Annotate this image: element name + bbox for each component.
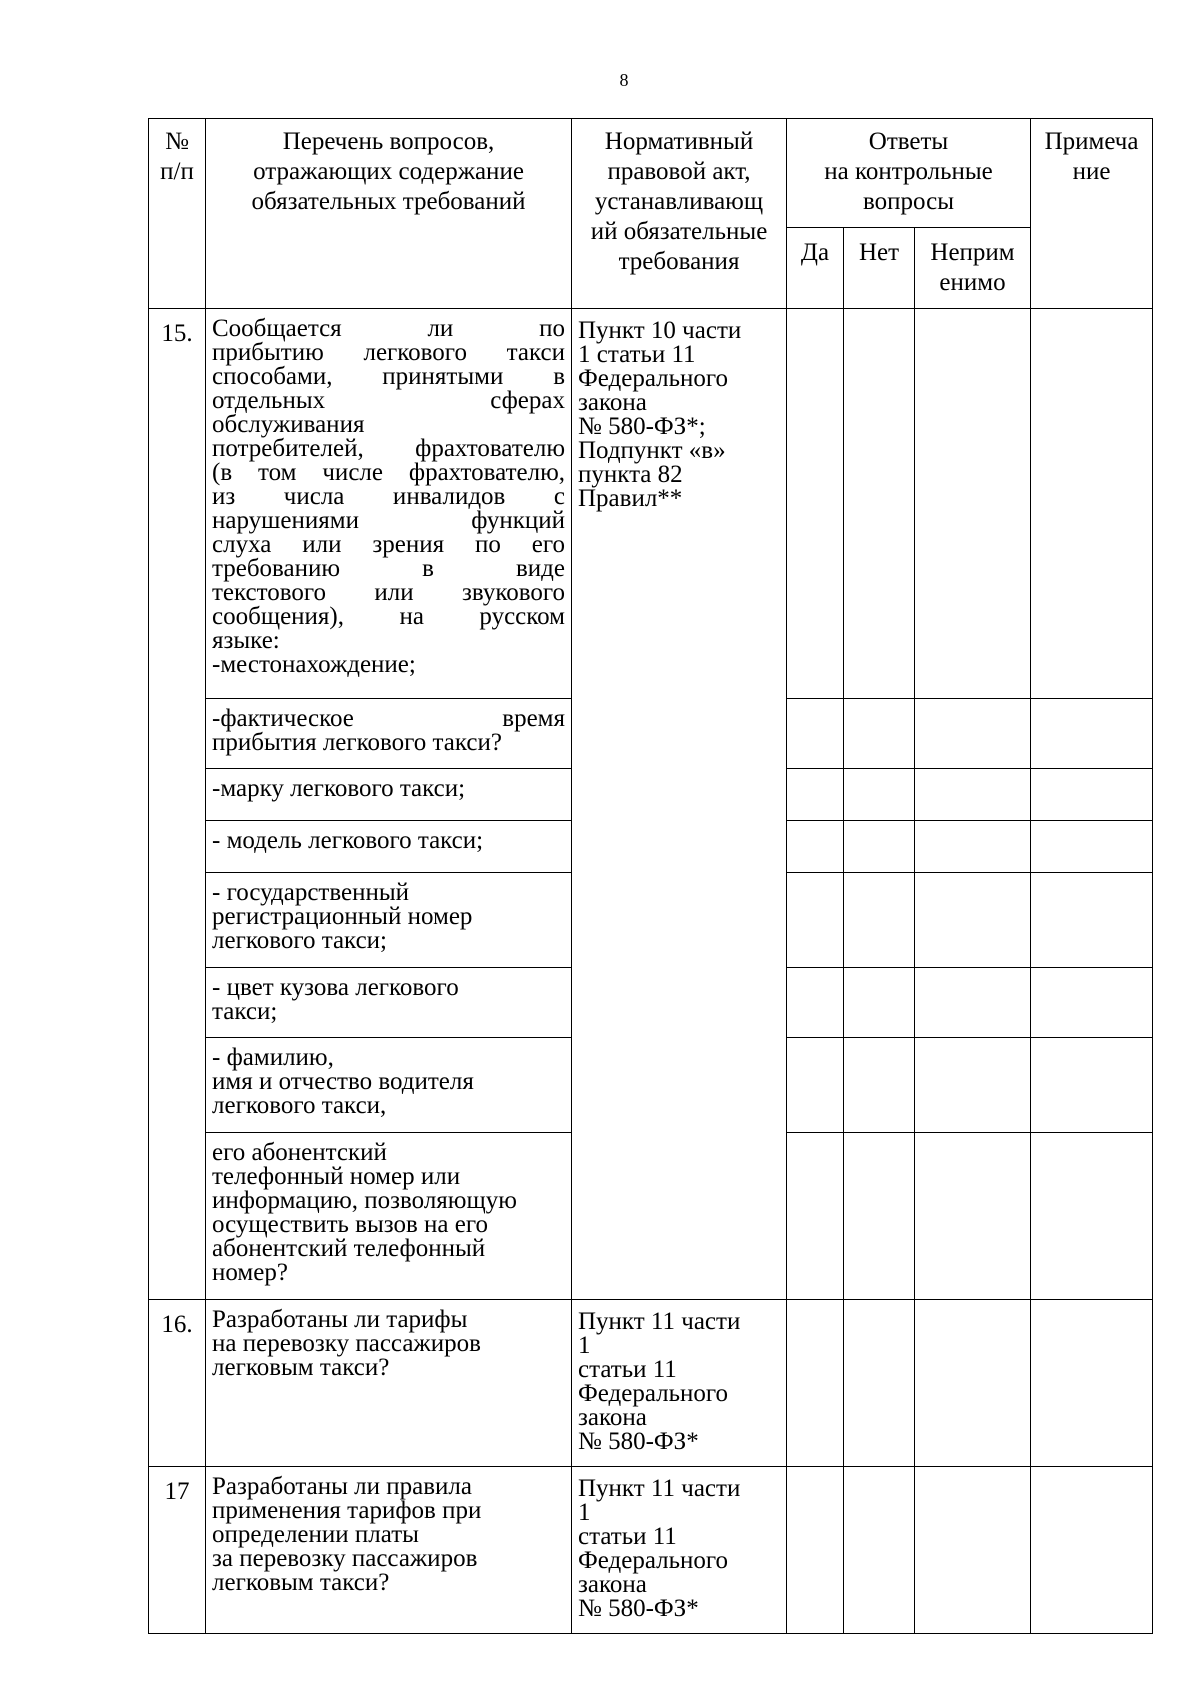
question-line: информацию, позволяющую [212,1187,517,1214]
answer-no-cell[interactable] [844,873,915,968]
note-cell[interactable] [1031,699,1153,769]
text-line: ий обязательные [590,218,768,245]
answer-not-applicable-cell[interactable] [915,1038,1031,1133]
text-line: Подпункт «в» [578,437,726,464]
item-15-question-part [206,769,572,821]
question-line: - цвет кузова легкового [212,974,459,1001]
text-line: № [165,128,189,155]
note-cell[interactable] [1031,309,1153,699]
text-line: № 580-ФЗ*; [578,413,706,440]
question-line: Сообщается ли по [212,315,565,342]
text-line: легковым такси? [212,1354,390,1381]
question-line: телефонный номер или [212,1163,461,1190]
note-cell[interactable] [1031,1467,1153,1634]
item-17-question [206,1467,572,1634]
answer-no-cell[interactable] [844,769,915,821]
answer-yes-cell[interactable] [787,821,844,873]
header-answers [787,119,1031,228]
question-line: - государственный [212,879,410,906]
text-line: ние [1072,158,1111,185]
header-not-applicable [915,228,1031,309]
note-cell[interactable] [1031,1133,1153,1300]
item-17-number: 17 [149,1467,206,1634]
answer-not-applicable-cell[interactable] [915,769,1031,821]
question-line: обслуживания [212,411,365,438]
text-line: 1 статьи 11 [578,341,696,368]
text-line: Пункт 11 части [578,1308,741,1335]
question-line: прибытия легкового такси? [212,729,502,756]
item-15-question-part [206,873,572,968]
text-line: Пункт 10 части [578,317,742,344]
answer-yes-cell[interactable] [787,1038,844,1133]
header-no: Нет [844,228,915,309]
question-line: легкового такси, [212,1092,387,1119]
answer-no-cell[interactable] [844,1133,915,1300]
text-line: закона [578,1404,647,1431]
text-line: Перечень вопросов, [282,128,495,155]
checklist-table [148,118,1153,1634]
question-line: -фактическое время [212,705,565,732]
header-questions [206,119,572,309]
text-line: п/п [160,158,194,185]
question-line: легкового такси; [212,927,387,954]
question-line: текстового или звукового [212,579,565,606]
answer-not-applicable-cell[interactable] [915,309,1031,699]
answer-yes-cell[interactable] [787,968,844,1038]
header-law [572,119,787,309]
text-line: Федерального [578,1380,729,1407]
text-line: требования [618,248,740,275]
question-line: потребителей, фрахтователю [212,435,565,462]
answer-no-cell[interactable] [844,309,915,699]
text-line: Ответы [868,128,949,155]
question-line: регистрационный номер [212,903,473,930]
table-row-item-16 [149,1300,1153,1467]
header-number [149,119,206,309]
question-line: такси; [212,998,278,1025]
text-line: 1 [578,1499,591,1526]
text-line: легковым такси? [212,1569,390,1596]
text-line: Разработаны ли тарифы [212,1306,468,1333]
question-line: -местонахождение; [212,651,416,678]
question-line: - модель легкового такси; [212,827,484,854]
table-row-item-17 [149,1467,1153,1634]
question-line: из числа инвалидов с [212,483,565,510]
answer-not-applicable-cell[interactable] [915,968,1031,1038]
text-line: Пункт 11 части [578,1475,741,1502]
text-line: обязательных требований [251,188,526,215]
text-line: Федерального [578,365,729,392]
item-16-law [572,1300,787,1467]
item-15-question-part [206,968,572,1038]
text-line: Неприм [930,239,1015,266]
question-line: требованию в виде [212,555,565,582]
item-16-question [206,1300,572,1467]
question-line: способами, принятыми в [212,363,565,390]
text-line: за перевозку пассажиров [212,1545,478,1572]
note-cell[interactable] [1031,769,1153,821]
text-line: на контрольные [824,158,993,185]
answer-not-applicable-cell[interactable] [915,1467,1031,1634]
text-line: енимо [939,269,1006,296]
question-line: языке: [212,627,280,654]
answer-no-cell[interactable] [844,1038,915,1133]
text-line: 1 [578,1332,591,1359]
answer-no-cell[interactable] [844,968,915,1038]
text-line: определении платы [212,1521,419,1548]
text-line: Примеча [1044,128,1139,155]
text-line: устанавливающ [594,188,764,215]
note-cell[interactable] [1031,873,1153,968]
header-note [1031,119,1153,309]
item-15-question-part [206,1038,572,1133]
text-line: пункта 82 [578,461,683,488]
note-cell[interactable] [1031,1038,1153,1133]
item-15-question-part [206,1133,572,1300]
text-line: правовой акт, [607,158,751,185]
text-line: Федерального [578,1547,729,1574]
question-line: имя и отчество водителя [212,1068,474,1095]
text-line: применения тарифов при [212,1497,482,1524]
note-cell[interactable] [1031,1300,1153,1467]
answer-not-applicable-cell[interactable] [915,821,1031,873]
answer-yes-cell[interactable] [787,1467,844,1634]
text-line: закона [578,1571,647,1598]
answer-yes-cell[interactable] [787,769,844,821]
text-line: статьи 11 [578,1523,677,1550]
question-line: прибытию легкового такси [212,339,565,366]
answer-yes-cell[interactable] [787,309,844,699]
item-15-question-part [206,699,572,769]
question-line: слуха или зрения по его [212,531,565,558]
text-line: № 580-ФЗ* [578,1428,699,1455]
text-line: отражающих содержание [253,158,524,185]
answer-yes-cell[interactable] [787,1300,844,1467]
text-line: Нормативный [604,128,754,155]
question-line: абонентский телефонный [212,1235,486,1262]
text-line: № 580-ФЗ* [578,1595,699,1622]
question-line: осуществить вызов на его [212,1211,488,1238]
question-line: отдельных сферах [212,387,565,414]
question-line: (в том числе фрахтователю, [212,459,565,486]
note-cell[interactable] [1031,821,1153,873]
table-row-item-15-part [149,309,1153,699]
question-line: нарушениями функций [212,507,565,534]
answer-not-applicable-cell[interactable] [915,1300,1031,1467]
answer-yes-cell[interactable] [787,873,844,968]
header-yes: Да [787,228,844,309]
answer-no-cell[interactable] [844,821,915,873]
answer-yes-cell[interactable] [787,1133,844,1300]
answer-not-applicable-cell[interactable] [915,1133,1031,1300]
text-line: статьи 11 [578,1356,677,1383]
answer-no-cell[interactable] [844,699,915,769]
answer-no-cell[interactable] [844,1467,915,1634]
question-line: его абонентский [212,1139,387,1166]
text-line: на перевозку пассажиров [212,1330,481,1357]
question-line: - фамилию, [212,1044,334,1071]
item-15-question-part [206,309,572,699]
item-16-number: 16. [149,1300,206,1467]
note-cell[interactable] [1031,968,1153,1038]
question-line: -марку легкового такси; [212,775,466,802]
item-17-law [572,1467,787,1634]
answer-yes-cell[interactable] [787,699,844,769]
text-line: закона [578,389,647,416]
question-line: сообщения), на русском [212,603,565,630]
text-line: Правил** [578,485,683,512]
text-line: Разработаны ли правила [212,1473,472,1500]
text-line: вопросы [862,188,955,215]
answer-no-cell[interactable] [844,1300,915,1467]
question-line: номер? [212,1259,288,1286]
item-15-law [572,309,787,1300]
page-number: 8 [619,70,629,90]
item-15-question-part [206,821,572,873]
item-15-number: 15. [149,309,206,1300]
item-15-rows [149,309,1153,1300]
answer-not-applicable-cell[interactable] [915,699,1031,769]
answer-not-applicable-cell[interactable] [915,873,1031,968]
